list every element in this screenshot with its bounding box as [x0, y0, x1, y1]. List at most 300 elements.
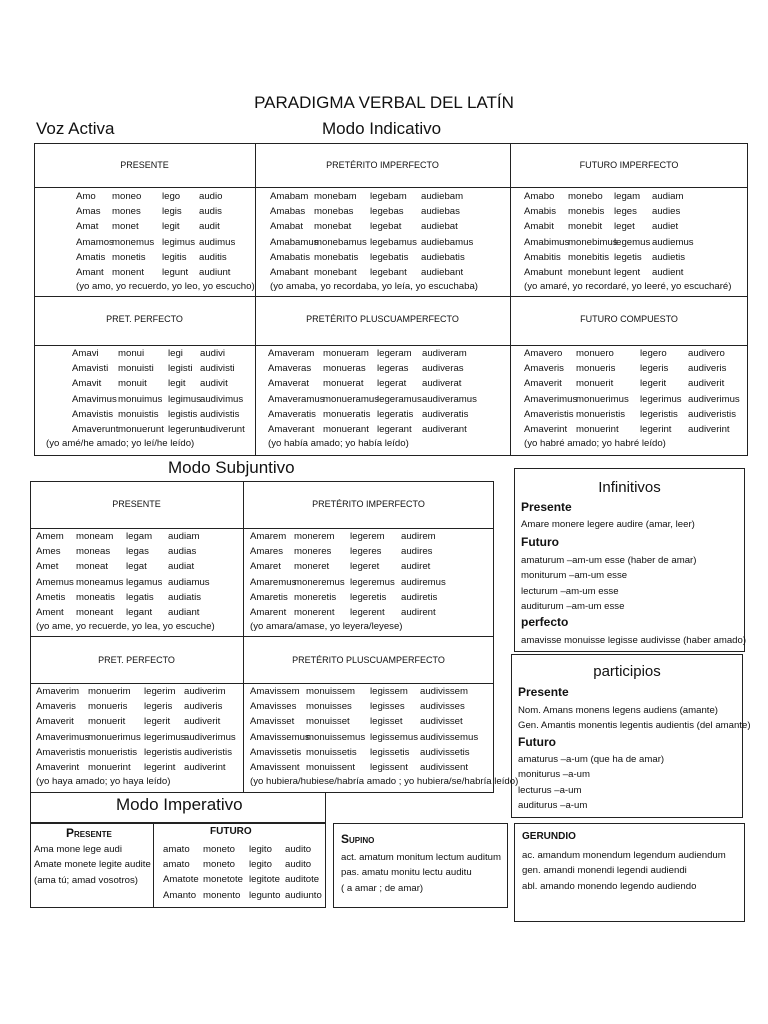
supino-line: act. amatum monitum lectum auditum: [341, 852, 501, 863]
verb-form: monuisses: [306, 701, 352, 713]
verb-form: audivisset: [420, 716, 463, 728]
verb-form: monetote: [203, 874, 244, 886]
inf-futuro-line: lecturum –am-um esse: [521, 585, 619, 597]
verb-form: audiverimus: [688, 393, 740, 405]
verb-form: monuissent: [306, 761, 356, 773]
verb-form: legunto: [249, 889, 281, 901]
verb-form: monuerim: [88, 686, 131, 697]
verb-form: legebas: [370, 206, 404, 218]
sub-perfecto-note: (yo haya amado; yo haya leído): [36, 776, 171, 787]
ind-perfecto-header: PRET. PERFECTO: [106, 314, 183, 324]
verb-form: Amatote: [163, 874, 199, 886]
verb-form: Amemus: [36, 576, 74, 588]
verb-form: audiant: [168, 606, 200, 618]
ind-futuro-header: FUTURO IMPERFECTO: [579, 160, 679, 170]
verb-form: auditote: [285, 874, 320, 886]
verb-form: Amavissem: [250, 686, 300, 697]
verb-form: monuistis: [118, 408, 159, 420]
ind-pluscuam-note: (yo había amado; yo había leído): [268, 438, 409, 449]
verb-form: legimus: [168, 393, 202, 405]
verb-form: monueratis: [323, 408, 371, 420]
verb-form: legis: [162, 206, 182, 218]
verb-form: audiverimus: [184, 731, 236, 743]
gerundio-title: GERUNDIO: [522, 831, 576, 842]
verb-form: monebat: [314, 221, 352, 233]
verb-form: legunt: [162, 266, 189, 278]
supino-title: Supino: [341, 832, 375, 846]
verb-form: monebit: [568, 221, 603, 233]
verb-form: legant: [126, 606, 153, 618]
verb-form: audivistis: [200, 408, 240, 420]
verb-form: Amaverit: [36, 716, 74, 728]
verb-form: monebimus: [568, 236, 618, 248]
verb-form: legisset: [370, 716, 403, 728]
verb-form: audito: [285, 859, 312, 871]
part-futuro-line: amaturus –a-um (que ha de amar): [518, 754, 665, 765]
verb-form: audiveramus: [422, 393, 477, 405]
gerundio-lines: [522, 848, 726, 894]
verb-form: legeres: [350, 546, 382, 558]
verb-form: monuerant: [323, 423, 369, 435]
verb-form: audiveram: [422, 348, 467, 359]
verb-form: legitote: [249, 874, 280, 886]
verb-form: audivisses: [420, 701, 465, 713]
sub-imperfecto-note: (yo amara/amase, yo leyera/leyese): [250, 621, 403, 632]
verb-form: legerint: [640, 423, 672, 435]
verb-form: legebant: [370, 266, 407, 278]
verb-form: legeristis: [144, 746, 182, 758]
verb-form: audiveristis: [184, 746, 232, 758]
verb-form: monuisset: [306, 716, 350, 728]
verb-form: Amaret: [250, 561, 281, 573]
verb-form: Amaverant: [268, 423, 315, 435]
ind-pluscuam-header: PRETÉRITO PLUSCUAMPERFECTO: [306, 314, 459, 324]
verb-form: Amabam: [270, 191, 309, 202]
imp-presente-line: Amate monete legite audite: [34, 859, 151, 871]
verb-form: Amaverint: [524, 423, 568, 435]
verb-form: moneas: [76, 546, 111, 558]
verb-form: audiverim: [184, 686, 226, 697]
verb-form: monuissem: [306, 686, 356, 697]
verb-form: audiremus: [401, 576, 446, 588]
verb-form: audiverint: [184, 761, 226, 773]
verb-form: audiunt: [199, 266, 231, 278]
supino-lines: [341, 850, 501, 896]
verb-form: Amavimus: [72, 393, 117, 405]
verb-form: Amaveristis: [36, 746, 86, 758]
verb-form: audiebas: [421, 206, 460, 218]
imp-futuro-label: FUTURO: [210, 826, 252, 837]
verb-form: legito: [249, 844, 272, 855]
verb-form: Amavistis: [72, 408, 114, 420]
verb-form: Amabitis: [524, 251, 561, 263]
verb-form: lego: [162, 191, 181, 202]
verb-form: Amarent: [250, 606, 287, 618]
verb-form: audiebam: [421, 191, 464, 202]
verb-form: legeram: [377, 348, 412, 359]
verb-form: audires: [401, 546, 433, 558]
verb-form: Amavissemus: [250, 731, 310, 743]
page-title: PARADIGMA VERBAL DEL LATÍN: [254, 93, 514, 112]
verb-form: audiatis: [168, 591, 202, 603]
verb-form: audiet: [652, 221, 679, 233]
verb-form: Amaveratis: [268, 408, 316, 420]
verb-form: monuerimus: [88, 731, 141, 743]
gerundio-line: gen. amandi monendi legendi audiendi: [522, 865, 687, 877]
verb-form: monueramus: [323, 393, 379, 405]
verb-form: audiam: [168, 531, 200, 542]
inf-futuro-lines: [521, 553, 696, 615]
verb-form: amato: [163, 844, 190, 855]
verb-form: legamus: [126, 576, 163, 588]
verb-form: audiveristis: [688, 408, 736, 420]
verb-form: audito: [285, 844, 312, 855]
verb-form: monuissemus: [306, 731, 366, 743]
verb-form: Amet: [36, 561, 59, 573]
verb-form: legit: [162, 221, 180, 233]
part-presente-line: Gen. Amantis monentis legentis audientis (del amante): [518, 720, 751, 732]
verb-form: audiveris: [688, 363, 727, 375]
verb-form: legerunt: [168, 423, 203, 435]
ind-futuro-note: (yo amaré, yo recordaré, yo leeré, yo escucharé): [524, 281, 732, 292]
infinitivos-title: Infinitivos: [598, 479, 661, 496]
verb-form: monueristis: [576, 408, 626, 420]
verb-form: Amabas: [270, 206, 306, 218]
verb-form: legissent: [370, 761, 408, 773]
verb-form: monueris: [576, 363, 616, 375]
part-presente-line: Nom. Amans monens legens audiens (amante): [518, 705, 718, 716]
verb-form: Amarem: [250, 531, 287, 542]
verb-form: audivissemus: [420, 731, 479, 743]
inf-futuro-line: amaturum –am-um esse (haber de amar): [521, 555, 697, 566]
verb-form: legeris: [144, 701, 173, 713]
verb-form: Amas: [76, 206, 101, 218]
participios-title: participios: [593, 663, 661, 680]
verb-form: audimus: [199, 236, 236, 248]
verb-form: audiveras: [422, 363, 464, 375]
verb-form: Amaveristis: [524, 408, 574, 420]
verb-form: monueras: [323, 363, 366, 375]
verb-form: legimus: [162, 236, 196, 248]
ind-imperfecto-note: (yo amaba, yo recordaba, yo leía, yo escuchaba): [270, 281, 478, 292]
verb-form: mones: [112, 206, 141, 218]
subjuntivo-heading: Modo Subjuntivo: [168, 458, 295, 477]
verb-form: Amavero: [524, 348, 563, 359]
verb-form: Amant: [76, 266, 104, 278]
verb-form: legas: [126, 546, 149, 558]
verb-form: Amares: [250, 546, 284, 558]
verb-form: legerit: [144, 716, 171, 728]
verb-form: moneam: [76, 531, 114, 542]
verb-form: moneretis: [294, 591, 337, 603]
verb-form: monueram: [323, 348, 369, 359]
verb-form: auditis: [199, 251, 227, 263]
verb-form: monuerat: [323, 378, 364, 390]
verb-form: legerat: [377, 378, 407, 390]
verb-form: Amaverimus: [36, 731, 90, 743]
verb-form: Ament: [36, 606, 64, 618]
verb-form: Amabimus: [524, 236, 570, 248]
inf-futuro-label: Futuro: [521, 535, 559, 549]
verb-form: Ametis: [36, 591, 66, 603]
verb-form: monebas: [314, 206, 354, 218]
verb-form: legam: [614, 191, 641, 202]
verb-form: Amavisset: [250, 716, 295, 728]
verb-form: Amaveris: [524, 363, 564, 375]
verb-form: monebis: [568, 206, 605, 218]
sub-perfecto-header: PRET. PERFECTO: [98, 655, 175, 665]
verb-form: legeretis: [350, 591, 387, 603]
verb-form: Amaretis: [250, 591, 288, 603]
sub-pluscuam-note: (yo hubiera/hubiese/habría amado ; yo hubiera/se/habría leído): [250, 776, 519, 787]
verb-form: monuerint: [576, 423, 619, 435]
inf-perfecto-label: perfecto: [521, 615, 569, 629]
verb-form: legeratis: [377, 408, 414, 420]
verb-form: Amabant: [270, 266, 309, 278]
verb-form: legissemus: [370, 731, 418, 743]
verb-form: moneto: [203, 859, 235, 871]
verb-form: audirent: [401, 606, 436, 618]
verb-form: amato: [163, 859, 190, 871]
verb-form: audivero: [688, 348, 725, 359]
verb-form: Amabo: [524, 191, 555, 202]
inf-presente-label: Presente: [521, 500, 572, 514]
part-futuro-line: lecturus –a-um: [518, 784, 582, 796]
verb-form: audiverant: [422, 423, 467, 435]
verb-form: legit: [168, 378, 186, 390]
verb-form: Amaveram: [268, 348, 315, 359]
verb-form: Amavisti: [72, 363, 109, 375]
verb-form: audient: [652, 266, 684, 278]
gerundio-line: ac. amandum monendum legendum audiendum: [522, 850, 726, 861]
verb-form: Amamos: [76, 236, 114, 248]
verb-form: audiveratis: [422, 408, 469, 420]
verb-form: legebat: [370, 221, 402, 233]
verb-form: monebitis: [568, 251, 610, 263]
verb-form: monueristis: [88, 746, 138, 758]
verb-form: Amaveras: [268, 363, 312, 375]
verb-form: Amabunt: [524, 266, 563, 278]
verb-form: monuit: [118, 378, 147, 390]
verb-form: audiamus: [168, 576, 210, 588]
verb-form: audivimus: [200, 393, 244, 405]
verb-form: audiretis: [401, 591, 438, 603]
verb-form: monerem: [294, 531, 335, 542]
part-futuro-label: Futuro: [518, 735, 556, 749]
verb-form: legetis: [614, 251, 642, 263]
inf-perfecto-line: amavisse monuisse legisse audivisse (haber amado): [521, 635, 747, 646]
verb-form: Amavissent: [250, 761, 300, 773]
gerundio-line: abl. amando monendo legendo audiendo: [522, 880, 697, 892]
verb-form: legerim: [144, 686, 176, 697]
verb-form: Amabamus: [270, 236, 319, 248]
verb-form: Amabat: [270, 221, 304, 233]
verb-form: audiebat: [421, 221, 458, 233]
verb-form: audiverunt: [200, 423, 245, 435]
verb-form: legero: [640, 348, 667, 359]
verb-form: audiam: [652, 191, 684, 202]
sub-pluscuam-header: PRETÉRITO PLUSCUAMPERFECTO: [292, 655, 445, 665]
verb-form: audies: [652, 206, 681, 218]
verb-form: audiebant: [421, 266, 464, 278]
verb-form: moneant: [76, 606, 114, 618]
imperativo-heading: Modo Imperativo: [116, 795, 243, 814]
part-futuro-line: auditurus –a-um: [518, 800, 588, 812]
verb-form: Ames: [36, 546, 61, 558]
verb-form: legeras: [377, 363, 409, 375]
verb-form: monuerit: [576, 378, 614, 390]
part-futuro-line: moniturus –a-um: [518, 769, 590, 781]
ind-perfecto-note: (yo amé/he amado; yo leí/he leído): [46, 438, 195, 449]
verb-form: Amo: [76, 191, 96, 202]
verb-form: moneres: [294, 546, 332, 558]
verb-form: monebo: [568, 191, 603, 202]
verb-form: Amatis: [76, 251, 106, 263]
verb-form: monerent: [294, 606, 335, 618]
verb-form: moneamus: [76, 576, 124, 588]
ind-presente-header: PRESENTE: [120, 160, 169, 170]
verb-form: Amavi: [72, 348, 99, 359]
verb-form: legeramus: [377, 393, 422, 405]
verb-form: audiebatis: [421, 251, 465, 263]
verb-form: Amaremus: [250, 576, 297, 588]
verb-form: monueris: [88, 701, 128, 713]
verb-form: monebant: [314, 266, 357, 278]
verb-form: legerimus: [144, 731, 186, 743]
verb-form: audit: [199, 221, 220, 233]
verb-form: monuerimus: [576, 393, 629, 405]
verb-form: monento: [203, 889, 241, 901]
verb-form: monebunt: [568, 266, 611, 278]
verb-form: audiveris: [184, 701, 223, 713]
verb-form: legebatis: [370, 251, 409, 263]
ind-futcomp-header: FUTURO COMPUESTO: [580, 314, 678, 324]
verb-form: legeris: [640, 363, 669, 375]
sub-presente-note: (yo ame, yo recuerde, yo lea, yo escuche): [36, 621, 215, 632]
verb-form: audirem: [401, 531, 436, 542]
verb-form: moneremus: [294, 576, 345, 588]
verb-form: legemus: [614, 236, 651, 248]
verb-form: legito: [249, 859, 272, 871]
verb-form: Amaveramus: [268, 393, 325, 405]
verb-form: legerimus: [640, 393, 682, 405]
verb-form: legent: [614, 266, 641, 278]
ind-presente-note: (yo amo, yo recuerdo, yo leo, yo escucho): [76, 281, 255, 292]
verb-form: legitis: [162, 251, 187, 263]
verb-form: legam: [126, 531, 153, 542]
verb-form: audivissetis: [420, 746, 470, 758]
verb-form: monebamus: [314, 236, 367, 248]
imp-presente-label: Presente: [66, 826, 112, 840]
verb-form: audio: [199, 191, 223, 202]
verb-form: audiret: [401, 561, 431, 573]
verb-form: Amabis: [524, 206, 556, 218]
verb-form: Amanto: [163, 889, 197, 901]
verb-form: monet: [112, 221, 139, 233]
verb-form: Amat: [76, 221, 99, 233]
verb-form: legistis: [168, 408, 198, 420]
verb-form: legerent: [350, 606, 385, 618]
verb-form: leges: [614, 206, 637, 218]
verb-form: monuero: [576, 348, 614, 359]
verb-form: monuerint: [88, 761, 131, 773]
verb-form: legi: [168, 348, 183, 359]
verb-form: monemus: [112, 236, 155, 248]
verb-form: legisti: [168, 363, 193, 375]
verb-form: audivi: [200, 348, 226, 359]
verb-form: audis: [199, 206, 222, 218]
part-futuro-lines: [518, 752, 664, 814]
verb-form: Amaverint: [36, 761, 80, 773]
verb-form: Amavit: [72, 378, 102, 390]
verb-form: audiebamus: [421, 236, 474, 248]
verb-form: monetis: [112, 251, 146, 263]
imp-presente-line: (ama tú; amad vosotros): [34, 874, 138, 886]
verb-form: monebam: [314, 191, 357, 202]
imp-presente-lines: [34, 842, 151, 888]
verb-form: monent: [112, 266, 144, 278]
verb-form: legerant: [377, 423, 412, 435]
verb-form: monuissetis: [306, 746, 357, 758]
verb-form: Amavissetis: [250, 746, 302, 758]
verb-form: audiverit: [688, 378, 725, 390]
verb-form: legerit: [640, 378, 667, 390]
verb-form: moneo: [112, 191, 142, 202]
verb-form: Amaverit: [524, 378, 562, 390]
verb-form: audiverit: [184, 716, 221, 728]
verb-form: legatis: [126, 591, 154, 603]
verb-form: legeremus: [350, 576, 395, 588]
verb-form: legebam: [370, 191, 407, 202]
supino-line: ( a amar ; de amar): [341, 882, 424, 894]
ind-futcomp-note: (yo habré amado; yo habré leído): [524, 438, 666, 449]
supino-line: pas. amatu monitu lectu auditu: [341, 867, 472, 879]
verb-form: legisses: [370, 701, 405, 713]
verb-form: audivissem: [420, 686, 468, 697]
verb-form: monebatis: [314, 251, 359, 263]
part-presente-lines: [518, 703, 751, 734]
part-presente-label: Presente: [518, 685, 569, 699]
verb-form: leget: [614, 221, 635, 233]
verb-form: legat: [126, 561, 147, 573]
imp-presente-line: Ama mone lege audi: [34, 844, 122, 855]
verb-form: moneatis: [76, 591, 115, 603]
voz-label: Voz Activa: [36, 119, 115, 138]
verb-form: Amaverim: [36, 686, 80, 697]
verb-form: Amaverat: [268, 378, 310, 390]
verb-form: Amabit: [524, 221, 554, 233]
verb-form: Amavisses: [250, 701, 297, 713]
verb-form: audivit: [200, 378, 228, 390]
verb-form: legeristis: [640, 408, 678, 420]
sub-imperfecto-header: PRETÉRITO IMPERFECTO: [312, 499, 425, 509]
verb-form: monuisti: [118, 363, 154, 375]
verb-form: audiverint: [688, 423, 730, 435]
verb-form: Amabatis: [270, 251, 310, 263]
verb-form: legissetis: [370, 746, 410, 758]
verb-form: Amem: [36, 531, 64, 542]
verb-form: moneret: [294, 561, 330, 573]
verb-form: audivisti: [200, 363, 235, 375]
indicativo-heading: Modo Indicativo: [322, 119, 442, 138]
inf-futuro-line: auditurum –am-um esse: [521, 601, 625, 613]
verb-form: legerint: [144, 761, 176, 773]
inf-presente-line: Amare monere legere audire (amar, leer): [521, 519, 695, 530]
verb-form: audivissent: [420, 761, 468, 773]
verb-form: audiunto: [285, 889, 322, 901]
verb-form: legeret: [350, 561, 380, 573]
verb-form: legebamus: [370, 236, 417, 248]
